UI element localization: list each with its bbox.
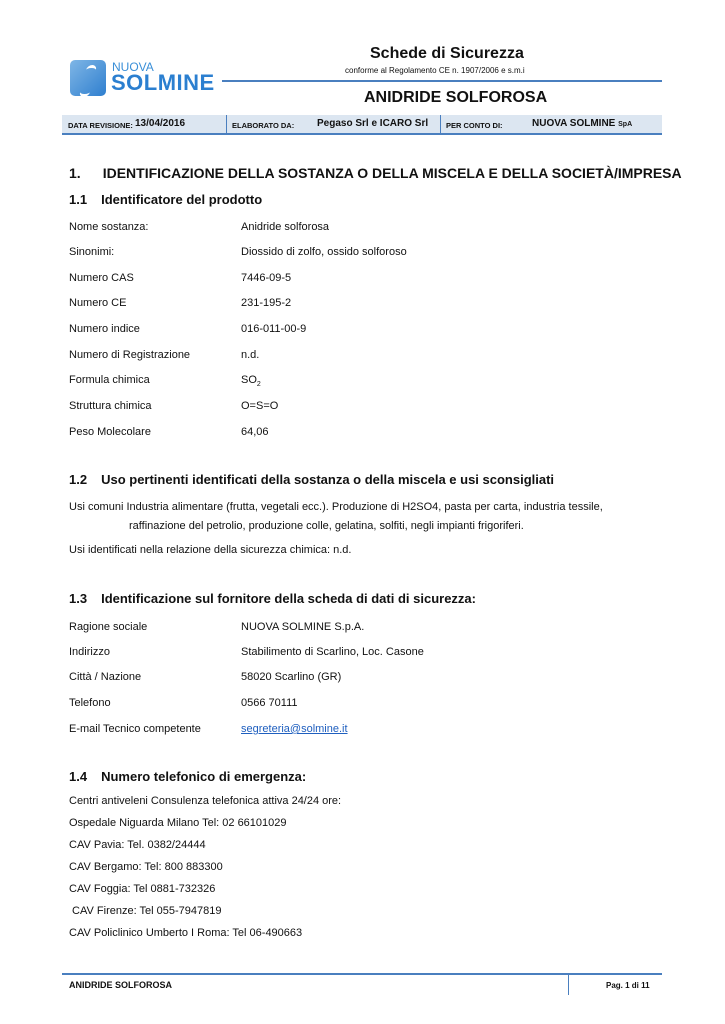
common-uses-text: Usi comuni Industria alimentare (frutta, vegetali ecc.). Produzione di H2SO4, pasta per carta, industria tessile, raffinazione del petrolio, produzione colle, gelatina, solfiti, negli impianti frigoriferi. [69, 501, 603, 532]
revision-label: DATA REVISIONE: [68, 121, 133, 130]
section-1-2-heading: 1.2 Uso pertinenti identificati della sostanza o della miscela e usi sconsigliati [69, 472, 555, 487]
divider [440, 115, 441, 133]
page-number: Pag. 1 di 11 [606, 981, 650, 990]
header-rule [222, 80, 662, 82]
emergency-line: CAV Policlinico Umberto I Roma: Tel 06-490663 [69, 927, 303, 939]
row-value: 7446-09-5 [241, 272, 292, 284]
logo-text-main: SOLMINE [111, 70, 215, 95]
on-behalf-value: NUOVA SOLMINE SpA [532, 118, 633, 129]
emergency-line: CAV Pavia: Tel. 0382/24444 [69, 839, 206, 851]
emergency-line: CAV Bergamo: Tel: 800 883300 [69, 861, 223, 873]
row-label: Ragione sociale [69, 621, 148, 633]
emergency-line: Centri antiveleni Consulenza telefonica attiva 24/24 ore: [69, 795, 342, 807]
row-value: Anidride solforosa [241, 221, 330, 233]
section-1-heading: 1. IDENTIFICAZIONE DELLA SOSTANZA O DELLA MISCELA E DELLA SOCIETÀ/IMPRESA [69, 165, 682, 181]
footer-rule [62, 973, 662, 975]
row-label: Telefono [69, 697, 111, 709]
row-label: Struttura chimica [69, 400, 152, 412]
logo-mark-icon [70, 60, 106, 96]
row-label: Città / Nazione [69, 671, 142, 683]
emergency-line: Ospedale Niguarda Milano Tel: 02 66101029 [69, 817, 287, 829]
footer-divider [568, 975, 569, 995]
footer-product: ANIDRIDE SOLFOROSA [69, 980, 173, 990]
row-value: 231-195-2 [241, 297, 292, 309]
section-1-4-heading: 1.4 Numero telefonico di emergenza: [69, 769, 307, 784]
row-label: Peso Molecolare [69, 426, 151, 438]
row-value: NUOVA SOLMINE S.p.A. [241, 621, 365, 633]
email-link[interactable]: segreteria@solmine.it [241, 723, 348, 735]
doc-subtitle: conforme al Regolamento CE n. 1907/2006 e s.m.i [345, 66, 525, 75]
row-label: Formula chimica [69, 374, 150, 386]
divider [226, 115, 227, 133]
section-1-1-heading: 1.1 Identificatore del prodotto [69, 192, 263, 207]
identified-uses-text: Usi identificati nella relazione della sicurezza chimica: n.d. [69, 544, 352, 556]
row-value: $SO_2$ [241, 374, 261, 389]
row-label: E-mail Tecnico competente [69, 723, 201, 735]
row-value: n.d. [241, 349, 260, 361]
on-behalf-label: PER CONTO DI: [446, 121, 503, 130]
row-value: O=S=O [241, 400, 279, 412]
product-title: ANIDRIDE SOLFOROSA [364, 89, 548, 106]
section-1-3-heading: 1.3 Identificazione sul fornitore della scheda di dati di sicurezza: [69, 591, 476, 606]
row-label: Sinonimi: [69, 246, 115, 258]
emergency-line: CAV Firenze: Tel 055-7947819 [69, 905, 222, 917]
row-label: Numero CAS [69, 272, 134, 284]
row-label: Indirizzo [69, 646, 110, 658]
row-value: Stabilimento di Scarlino, Loc. Casone [241, 646, 424, 658]
prepared-by-value: Pegaso Srl e ICARO Srl [317, 118, 429, 129]
doc-title: Schede di Sicurezza [370, 45, 524, 62]
row-label: Nome sostanza: [69, 221, 149, 233]
row-label: Numero CE [69, 297, 127, 309]
logo-text-top: NUOVA [112, 60, 154, 74]
nuova-solmine-logo [70, 60, 220, 98]
prepared-by-label: ELABORATO DA: [232, 121, 295, 130]
row-value: 016-011-00-9 [241, 323, 307, 335]
revision-date: 13/04/2016 [135, 118, 186, 129]
row-value: Diossido di zolfo, ossido solforoso [241, 246, 407, 258]
row-label: Numero indice [69, 323, 140, 335]
row-value: 58020 Scarlino (GR) [241, 671, 342, 683]
row-value: 0566 70111 [241, 697, 298, 709]
row-value: 64,06 [241, 426, 269, 438]
emergency-line: CAV Foggia: Tel 0881-732326 [69, 883, 216, 895]
row-label: Numero di Registrazione [69, 349, 191, 361]
info-bar [62, 115, 662, 135]
